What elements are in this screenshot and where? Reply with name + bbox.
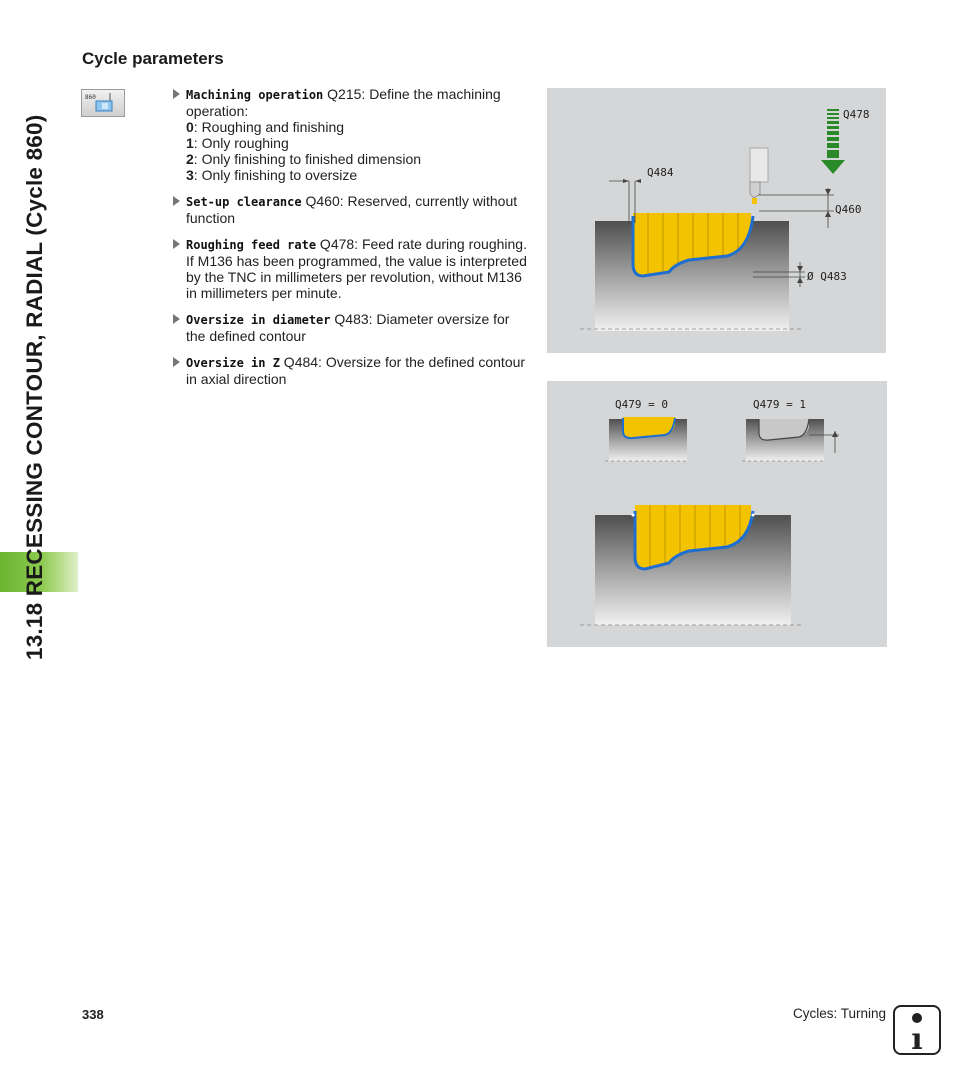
parameter-list [172,86,532,397]
q479-one-label: Q479 = 1 [753,398,806,411]
param-keyword: Roughing feed rate [186,238,317,252]
option-number: 3 [186,167,194,183]
param-keyword: Oversize in diameter [186,313,331,327]
option-number: 2 [186,151,194,167]
recess-parameter-figure [547,88,886,353]
param-description: Q478: Feed rate during roughing. If M136 has been programmed, the value is interpreted by the TNC in millimeters per revolution, without M136 in millimeters per minute. [186,236,527,301]
bullet-arrow-icon [173,239,180,249]
param-machining-operation [172,86,532,183]
cycle-860-softkey-icon [81,89,125,117]
info-icon [893,1005,941,1055]
q479-comparison-figure [547,381,887,647]
param-oversize-diameter [172,311,532,344]
option-text: : Only roughing [193,135,289,151]
q478-label: Q478 [843,108,870,121]
bullet-arrow-icon [173,357,180,367]
q460-label: Q460 [835,203,862,216]
q479-zero-label: Q479 = 0 [615,398,668,411]
option-item [186,135,532,151]
param-description: Q460: Reserved, currently without function [186,193,518,226]
param-keyword: Machining operation [186,88,324,102]
feed-arrow-icon [821,109,845,174]
option-text: : Roughing and finishing [193,119,345,135]
bullet-arrow-icon [173,89,180,99]
param-description: Q484: Oversize for the defined contour in axial direction [186,354,526,387]
chapter-title: 13.18 RECESSING CONTOUR, RADIAL (Cycle 860) [22,114,47,660]
option-text: : Only finishing to oversize [193,167,358,183]
bullet-arrow-icon [173,196,180,206]
option-item [186,167,532,183]
section-title: Cycle parameters [82,49,224,68]
info-icon-glyph: ı [911,1022,923,1053]
footer-section-label: Cycles: Turning [792,1006,886,1021]
option-item [186,151,532,167]
tool-insert [752,198,757,204]
option-number: 1 [186,135,194,151]
param-description: Q215: Define the machining operation: [186,86,501,119]
option-number: 0 [186,119,194,135]
option-text: : Only finishing to finished dimension [193,151,422,167]
param-description: Q483: Diameter oversize for the defined contour [186,311,510,344]
param-setup-clearance [172,193,532,226]
tool-holder [750,148,768,182]
param-keyword: Set-up clearance [186,195,302,209]
bullet-arrow-icon [173,314,180,324]
param-roughing-feed-rate [172,236,532,301]
option-item [186,119,532,135]
q484-label: Q484 [647,166,674,179]
q483-label: Ø Q483 [807,270,847,283]
param-keyword: Oversize in Z [186,356,280,370]
param-oversize-z [172,354,532,387]
softkey-label: 860 [85,94,96,101]
page-number: 338 [82,1007,104,1022]
